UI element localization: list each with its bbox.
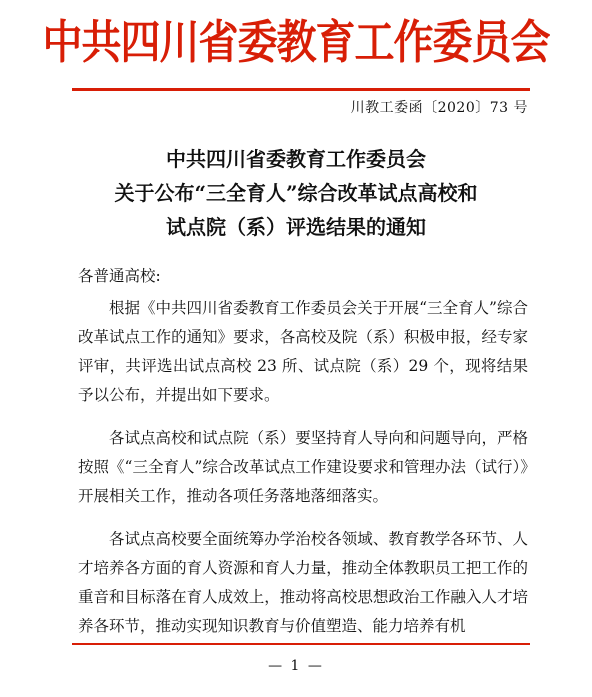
page-number: — 1 — (268, 658, 324, 674)
document-number: 川教工委函〔2020〕73 号 (350, 100, 528, 116)
title-line-3: 试点院（系）评选结果的通知 (166, 215, 426, 239)
paragraph-1: 根据《中共四川省委教育工作委员会关于开展“三全育人”综合改革试点工作的通知》要求，各高校及院（系）积极申报，经专家评审，共评选出试点高校 23 所、试点院（系）29 个，现将结果予以公布，并提出如下要求。 (78, 299, 528, 404)
title-line-2: 关于公布“三全育人”综合改革试点高校和 (114, 181, 478, 205)
paragraph-2: 各试点高校和试点院（系）要坚持育人导向和问题导向，严格按照《“三全育人”综合改革试点工作建设要求和管理办法（试行）》开展相关工作，推动各项任务落地落细落实。 (78, 429, 528, 505)
title-line-1: 中共四川省委教育工作委员会 (166, 147, 426, 171)
document-title (0, 142, 592, 244)
paragraph-3: 各试点高校要全面统筹办学治校各领域、教育教学各环节、人才培养各方面的育人资源和育人力量，推动全体教职员工把工作的重音和目标落在育人成效上，推动将高校思想政治工作融入人才培养各环节，推动实现知识教育与价值塑造、能力培养有机 (78, 530, 528, 635)
salutation: 各普通高校: (78, 267, 161, 285)
document-body (78, 262, 528, 641)
masthead-title: 中共四川省委教育工作委员会 (42, 15, 550, 70)
red-divider-bottom (72, 643, 530, 645)
red-divider-top (72, 88, 530, 91)
